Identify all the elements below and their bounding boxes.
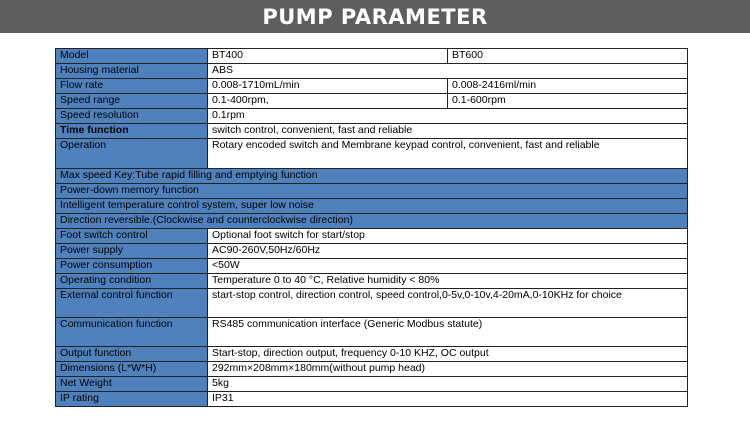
row-label: Operating condition [56,274,208,289]
row-value: Rotary encoded switch and Membrane keypad control, convenient, fast and reliable [208,139,688,169]
row-value-bt600: 0.008-2416ml/min [448,79,688,94]
feature-text: Power-down memory function [56,184,688,199]
row-value-bt400: 0.008-1710mL/min [208,79,448,94]
row-value-bt400: 0.1-400rpm, [208,94,448,109]
row-value: ABS [208,64,688,79]
table-row-external-control [56,289,688,318]
row-label: Output function [56,347,208,362]
row-label: Power consumption [56,259,208,274]
row-value: 5kg [208,377,688,392]
row-label: External control function [56,289,208,318]
row-value: IP31 [208,392,688,407]
table-row-time-function [56,124,688,139]
row-label: Dimensions (L*W*H) [56,362,208,377]
table-row-flow [56,79,688,94]
table-row-output [56,347,688,362]
row-label: Time function [56,124,208,139]
table-row-housing [56,64,688,79]
table-row-speed-range [56,94,688,109]
row-label: Foot switch control [56,229,208,244]
row-label: Operation [56,139,208,169]
table-row-net-weight [56,377,688,392]
row-value: RS485 communication interface (Generic Modbus statute) [208,318,688,347]
table-row-dimensions [56,362,688,377]
row-value-bt600: 0.1-600rpm [448,94,688,109]
table-row-power-down [56,184,688,199]
table-row-communication [56,318,688,347]
row-label: IP rating [56,392,208,407]
row-label: Flow rate [56,79,208,94]
row-value: Start-stop, direction output, frequency 0-10 KHZ, OC output [208,347,688,362]
row-value: start-stop control, direction control, speed control,0-5v,0-10v,4-20mA,0-10KHz for choice [208,289,688,318]
table-row-operation [56,139,688,169]
row-label: Model [56,49,208,64]
table-row-direction [56,214,688,229]
table-row-max-speed [56,169,688,184]
table-row-power-supply [56,244,688,259]
page-title: PUMP PARAMETER [0,0,750,33]
row-value: AC90-260V,50Hz/60Hz [208,244,688,259]
row-label: Speed range [56,94,208,109]
table-row-power-consumption [56,259,688,274]
row-label: Housing material [56,64,208,79]
row-value: Temperature 0 to 40 °C, Relative humidity < 80% [208,274,688,289]
row-value: switch control, convenient, fast and reliable [208,124,688,139]
row-value: Optional foot switch for start/stop [208,229,688,244]
row-value: 0.1rpm [208,109,688,124]
table-row-foot-switch [56,229,688,244]
row-value-bt600: BT600 [448,49,688,64]
table-row-intelligent [56,199,688,214]
table-row-model [56,49,688,64]
feature-text: Direction reversible.(Clockwise and counterclockwise direction) [56,214,688,229]
table-row-operating-condition [56,274,688,289]
row-label: Power supply [56,244,208,259]
feature-text: Max speed Key:Tube rapid filling and emptying function [56,169,688,184]
table-row-speed-resolution [56,109,688,124]
row-value: <50W [208,259,688,274]
row-value: 292mm×208mm×180mm(without pump head) [208,362,688,377]
feature-text: Intelligent temperature control system, super low noise [56,199,688,214]
row-value-bt400: BT400 [208,49,448,64]
row-label: Communication function [56,318,208,347]
parameter-table [55,48,688,407]
row-label: Net Weight [56,377,208,392]
table-row-ip-rating [56,392,688,407]
row-label: Speed resolution [56,109,208,124]
